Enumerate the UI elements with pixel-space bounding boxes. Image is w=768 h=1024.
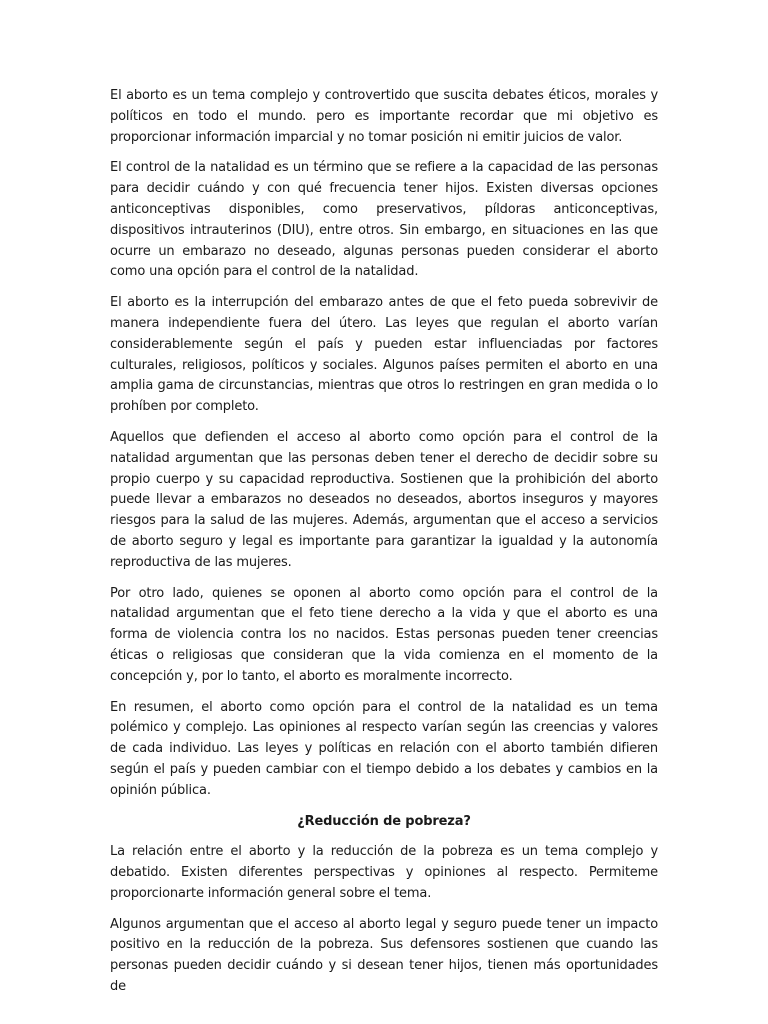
paragraph-arguments-against: Por otro lado, quienes se oponen al aborto como opción para el control de la natalidad argumentan que el feto tiene derecho a la vida y que el aborto es una forma de violencia contra los no nacidos. Estas personas pueden tener creencias éticas o religiosas que consideran que la vida comienza en el momento de la concepción y, por lo tanto, el aborto es moralmente incorrecto.	[110, 585, 658, 684]
paragraph-summary: En resumen, el aborto como opción para el control de la natalidad es un tema polémico y complejo. Las opiniones al respecto varían según las creencias y valores de cada individuo. Las leyes y políticas en relación con el aborto también difieren según el país y pueden cambiar con el tiempo debido a los debates y cambios en la opinión pública.	[110, 699, 658, 798]
section-heading: ¿Reducción de pobreza?	[297, 813, 471, 829]
paragraph-arguments-for: Aquellos que defienden el acceso al aborto como opción para el control de la natalidad argumentan que las personas deben tener el derecho de decidir sobre su propio cuerpo y su capacidad reproductiva. Sostienen que la prohibición del aborto puede llevar a embarazos no deseados no deseados, abortos inseguros y mayores riesgos para la salud de las mujeres. Además, argumentan que el acceso a servicios de aborto seguro y legal es importante para garantizar la igualdad y la autonomía reproductiva de las mujeres.	[110, 429, 658, 570]
paragraph-abortion-definition: El aborto es la interrupción del embarazo antes de que el feto pueda sobrevivir de manera independiente fuera del útero. Las leyes que regulan el aborto varían considerablemente según el país y pueden estar influenciadas por factores culturales, religiosos, políticos y sociales. Algunos países permiten el aborto en una amplia gama de circunstancias, mientras que otros lo restringen en gran medida o lo prohíben por completo.	[110, 295, 658, 415]
paragraph-poverty-arguments: Algunos argumentan que el acceso al aborto legal y seguro puede tener un impacto positivo en la reducción de la pobreza. Sus defensores sostienen que cuando las personas pueden decidir cuándo y si desean tener hijos, tienen más oportunidades de	[110, 916, 658, 995]
paragraph-intro: El aborto es un tema complejo y controvertido que suscita debates éticos, morales y políticos en todo el mundo. pero es importante recordar que mi objetivo es proporcionar información imparcial y no tomar posición ni emitir juicios de valor.	[110, 88, 658, 145]
document-page	[110, 86, 658, 1008]
paragraph-poverty-relation: La relación entre el aborto y la reducción de la pobreza es un tema complejo y debatido. Existen diferentes perspectivas y opiniones al respecto. Permiteme proporcionarte información general sobre el tema.	[110, 844, 658, 901]
paragraph-birth-control: El control de la natalidad es un término que se refiere a la capacidad de las personas para decidir cuándo y con qué frecuencia tener hijos. Existen diversas opciones anticonceptivas disponibles, como preservativos, píldoras anticonceptivas, dispositivos intrauterinos (DIU), entre otros. Sin embargo, en situaciones en las que ocurre un embarazo no deseado, algunas personas pueden considerar el aborto como una opción para el control de la natalidad.	[110, 160, 658, 280]
